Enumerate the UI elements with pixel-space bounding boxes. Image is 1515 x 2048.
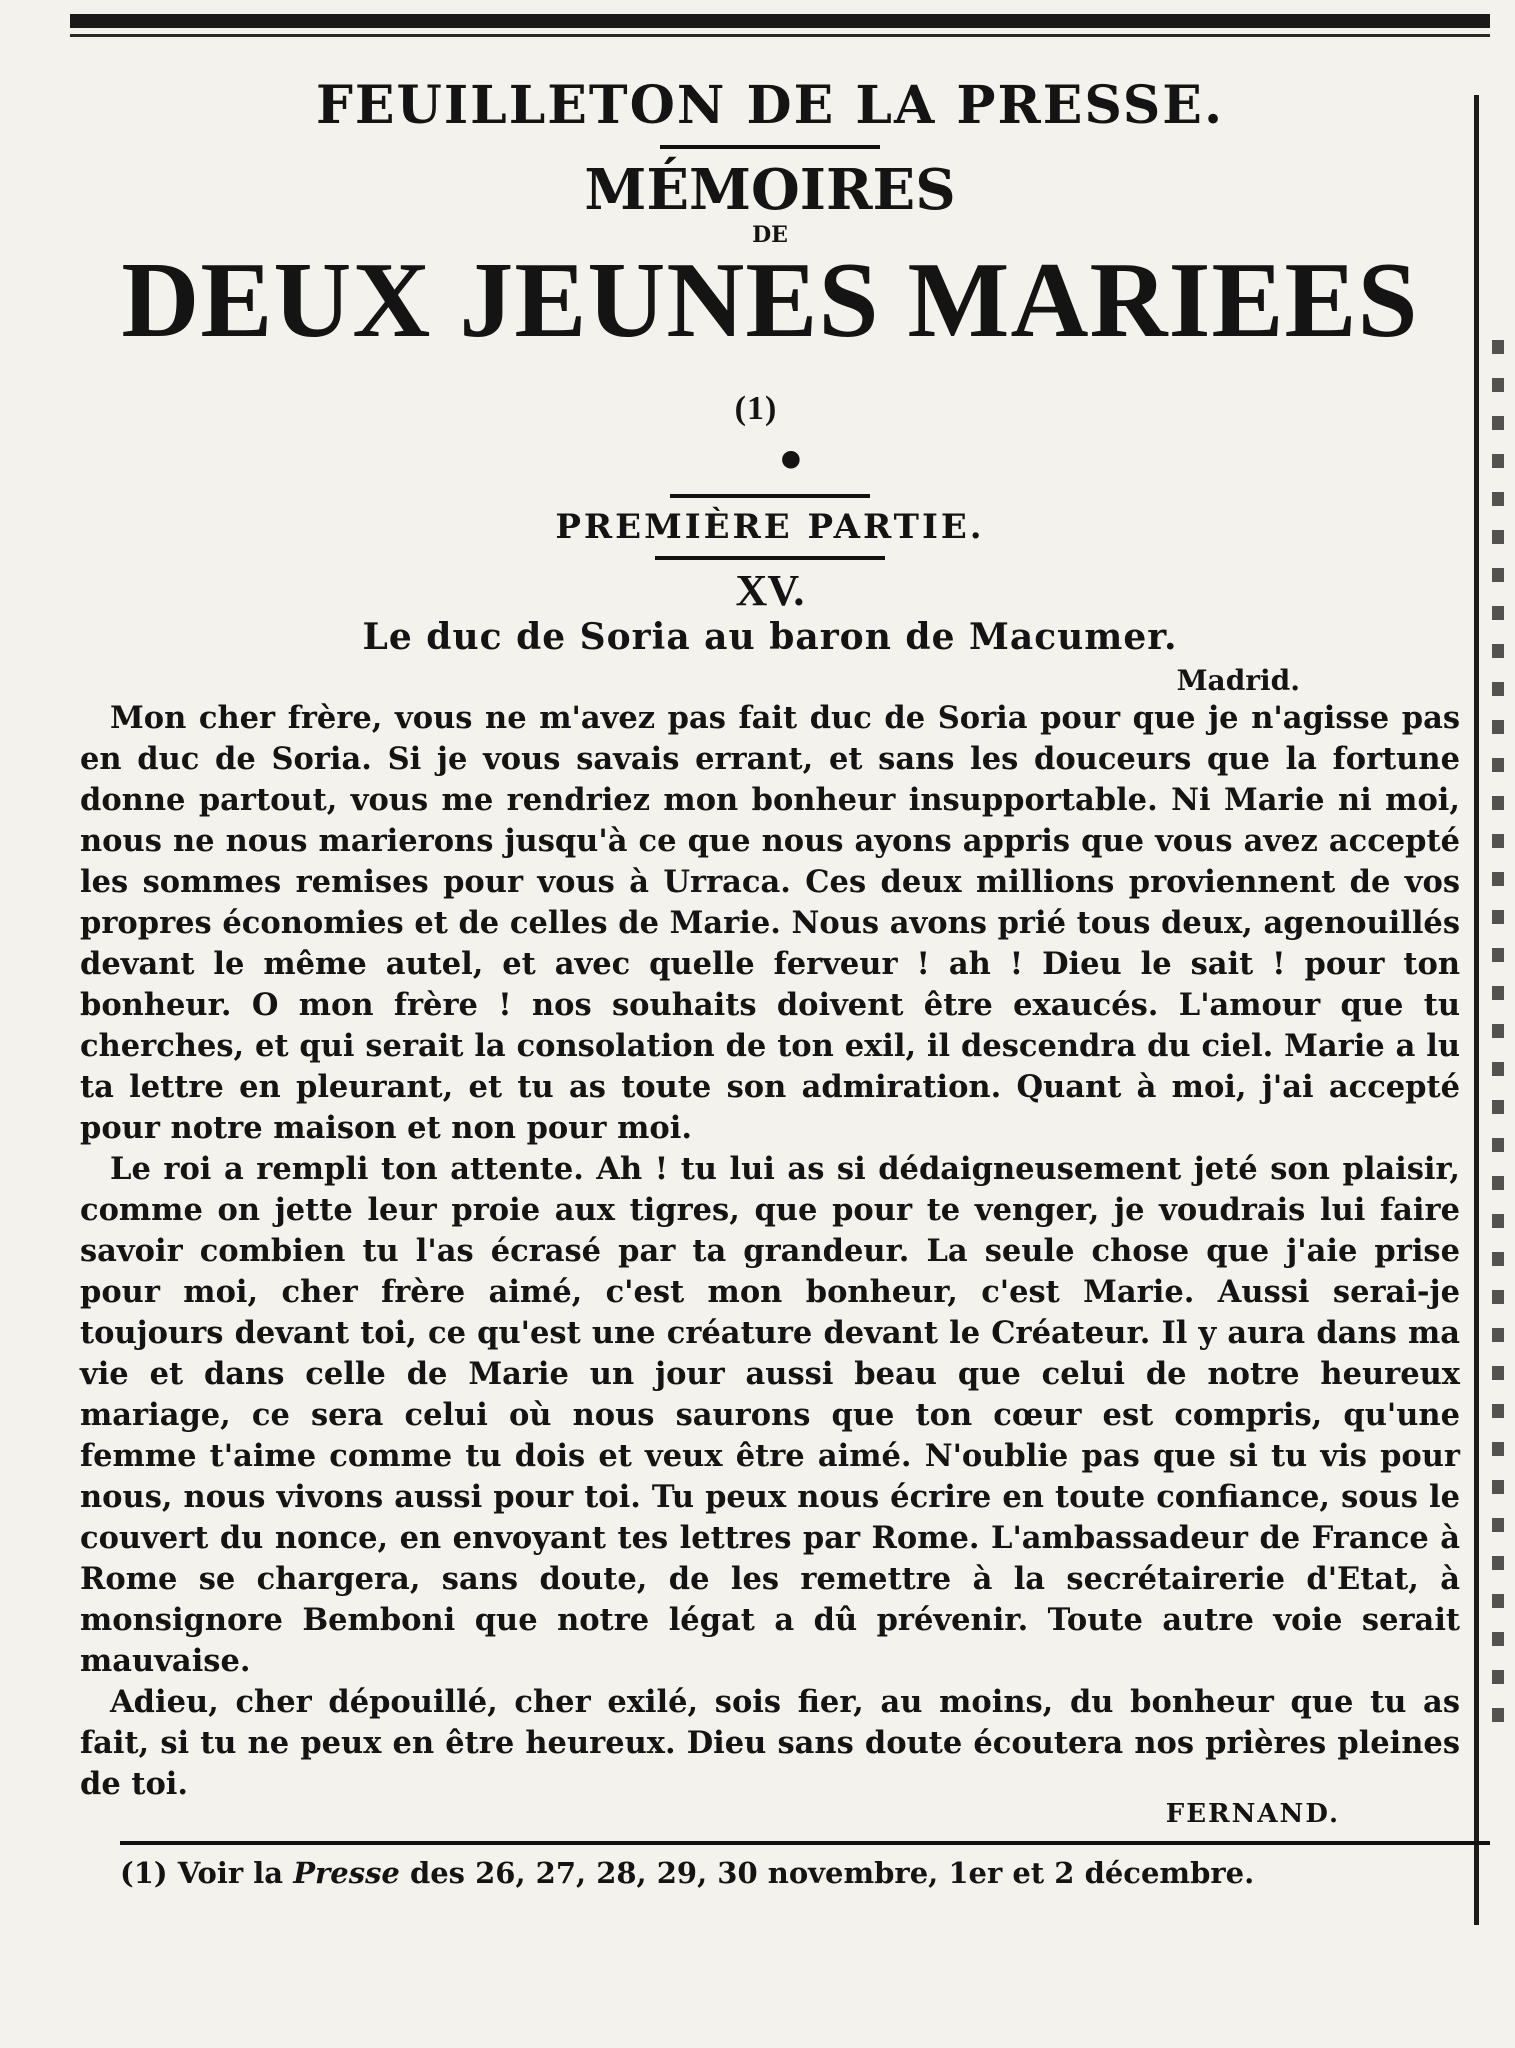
paragraph-2: Le roi a rempli ton attente. Ah ! tu lui as si dédaigneusement jeté son plaisir, comme on jette leur proie aux tigres, que pour te venger, je voudrais lui faire savoir combien tu l'as écrasé par ta grandeur. La seule chose que j'aie prise pour moi, cher frère aimé, c'est mon bonheur, c'est Marie. Aussi serai-je toujours devant toi, ce qu'est une créature devant le Créateur. Il y aura dans ma vie et dans celle de Marie un jour aussi beau que celui de notre heureux mariage, ce sera celui où nous saurons que ton cœur est compris, qu'une femme t'aime comme tu dois et veux être aimé. N'oublie pas que si tu vis pour nous, nous vivons aussi pour toi. Tu peux nous écrire en toute confiance, sous le couvert du nonce, en envoyant tes lettres par Rome. L'ambassadeur de France à Rome se chargera, sans doute, de les remettre à la secrétairerie d'Etat, à monsignore Bemboni que notre légat a dû prévenir. Toute autre voie serait mauvaise. [80,1151,1460,1679]
main-title [80,241,1460,491]
footnote [120,1855,1460,1891]
de-heading: DE [752,222,788,248]
adjacent-column-edge [1492,340,1504,1740]
feuilleton-column [80,75,1460,1891]
chapter-title: Le duc de Soria au baron de Macumer. [362,616,1178,658]
feuilleton-heading: FEUILLETON DE LA PRESSE. [315,75,1225,136]
masthead [80,75,1460,660]
paragraph-1: Mon cher frère, vous ne m'avez pas fait duc de Soria pour que je n'agisse pas en duc de Soria. Si je vous savais errant, et sans les douceurs que la fortune donne partout, vous me rendriez mon bonheur insupportable. Ni Marie ni moi, nous ne nous marierons jusqu'à ce que nous ayons appris que vous avez accepté les sommes remises pour vous à Urraca. Ces deux millions proviennent de vos propres économies et de celles de Marie. Nous avons prié tous deux, agenouillés devant le même autel, et avec quelle ferveur ! ah ! Dieu le sait ! pour ton bonheur. O mon frère ! nos souhaits doivent être exaucés. L'amour que tu cherches, et qui serait la consolation de ton exil, il descendra du ciel. Marie a lu ta lettre en pleurant, et tu as toute son admiration. Quant à moi, j'ai accepté pour notre maison et non pour moi. [80,700,1460,1146]
footnote-journal: Presse [293,1856,400,1890]
top-rule [70,14,1490,28]
footnote-prefix: (1) Voir la [120,1856,294,1890]
main-title-text: DEUX JEUNES MARIEES [121,241,1419,360]
letter-place: Madrid. [1176,664,1300,697]
rule-short [660,145,880,149]
letter-body [80,698,1460,1805]
column-border [1474,95,1479,1925]
chapter-number: XV. [735,566,805,615]
part-heading: PREMIÈRE PARTIE. [555,507,985,547]
footnote-marker: (1) [734,390,778,427]
memoires-heading: MÉMOIRES [584,157,956,223]
footnote-suffix: des 26, 27, 28, 29, 30 novembre, 1er et 2 décembre. [399,1856,1255,1890]
rule-short-3 [655,556,885,560]
paragraph-3: Adieu, cher dépouillé, cher exilé, sois fier, au moins, du bonheur que tu as fait, si tu ne peux en être heureux. Dieu sans doute écoutera nos prières pleines de toi. [80,1684,1460,1802]
signature: FERNAND. [1165,1799,1340,1829]
top-rule-thin [70,34,1490,37]
main-title-end: . [777,372,806,491]
footnote-rule [120,1841,1490,1845]
rule-short-2 [670,494,870,498]
